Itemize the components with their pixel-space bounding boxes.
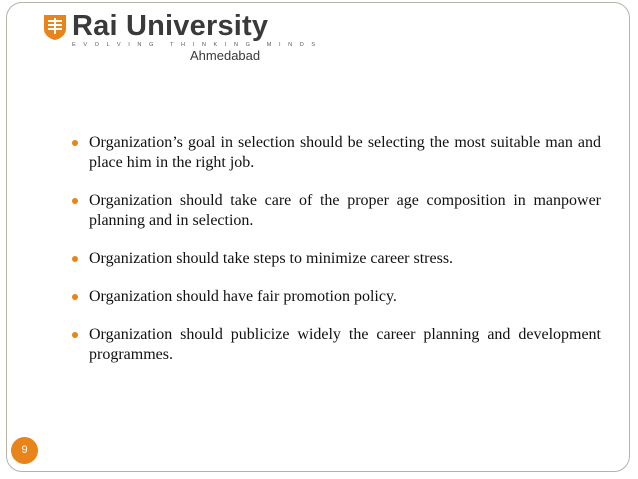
bullet-text: Organization should publicize widely the career planning and development programmes. xyxy=(89,326,601,363)
university-emblem-icon xyxy=(42,13,68,41)
bullet-text: Organization should take steps to minimize career stress. xyxy=(89,250,454,267)
bullet-point-icon xyxy=(72,332,78,338)
bullet-point-icon xyxy=(72,140,78,146)
bullet-point-icon xyxy=(72,294,78,300)
page-number-badge: 9 xyxy=(11,437,38,464)
university-logo xyxy=(42,10,323,63)
bullet-text: Organization should take care of the proper age composition in manpower planning and in selection. xyxy=(89,192,601,229)
logo-university-name: Rai University xyxy=(72,10,269,42)
list-item xyxy=(70,133,601,173)
list-item xyxy=(70,325,601,365)
list-item xyxy=(70,287,601,307)
logo-city: Ahmedabad xyxy=(190,48,261,63)
list-item xyxy=(70,249,601,269)
logo-tagline: EVOLVING THINKING MINDS xyxy=(72,42,323,48)
bullet-text: Organization should have fair promotion policy. xyxy=(89,288,397,305)
bullet-point-icon xyxy=(72,198,78,204)
bullet-point-icon xyxy=(72,256,78,262)
bullet-text: Organization’s goal in selection should be selecting the most suitable man and place him in the right job. xyxy=(89,134,601,171)
bullet-list xyxy=(70,133,601,383)
list-item xyxy=(70,191,601,231)
